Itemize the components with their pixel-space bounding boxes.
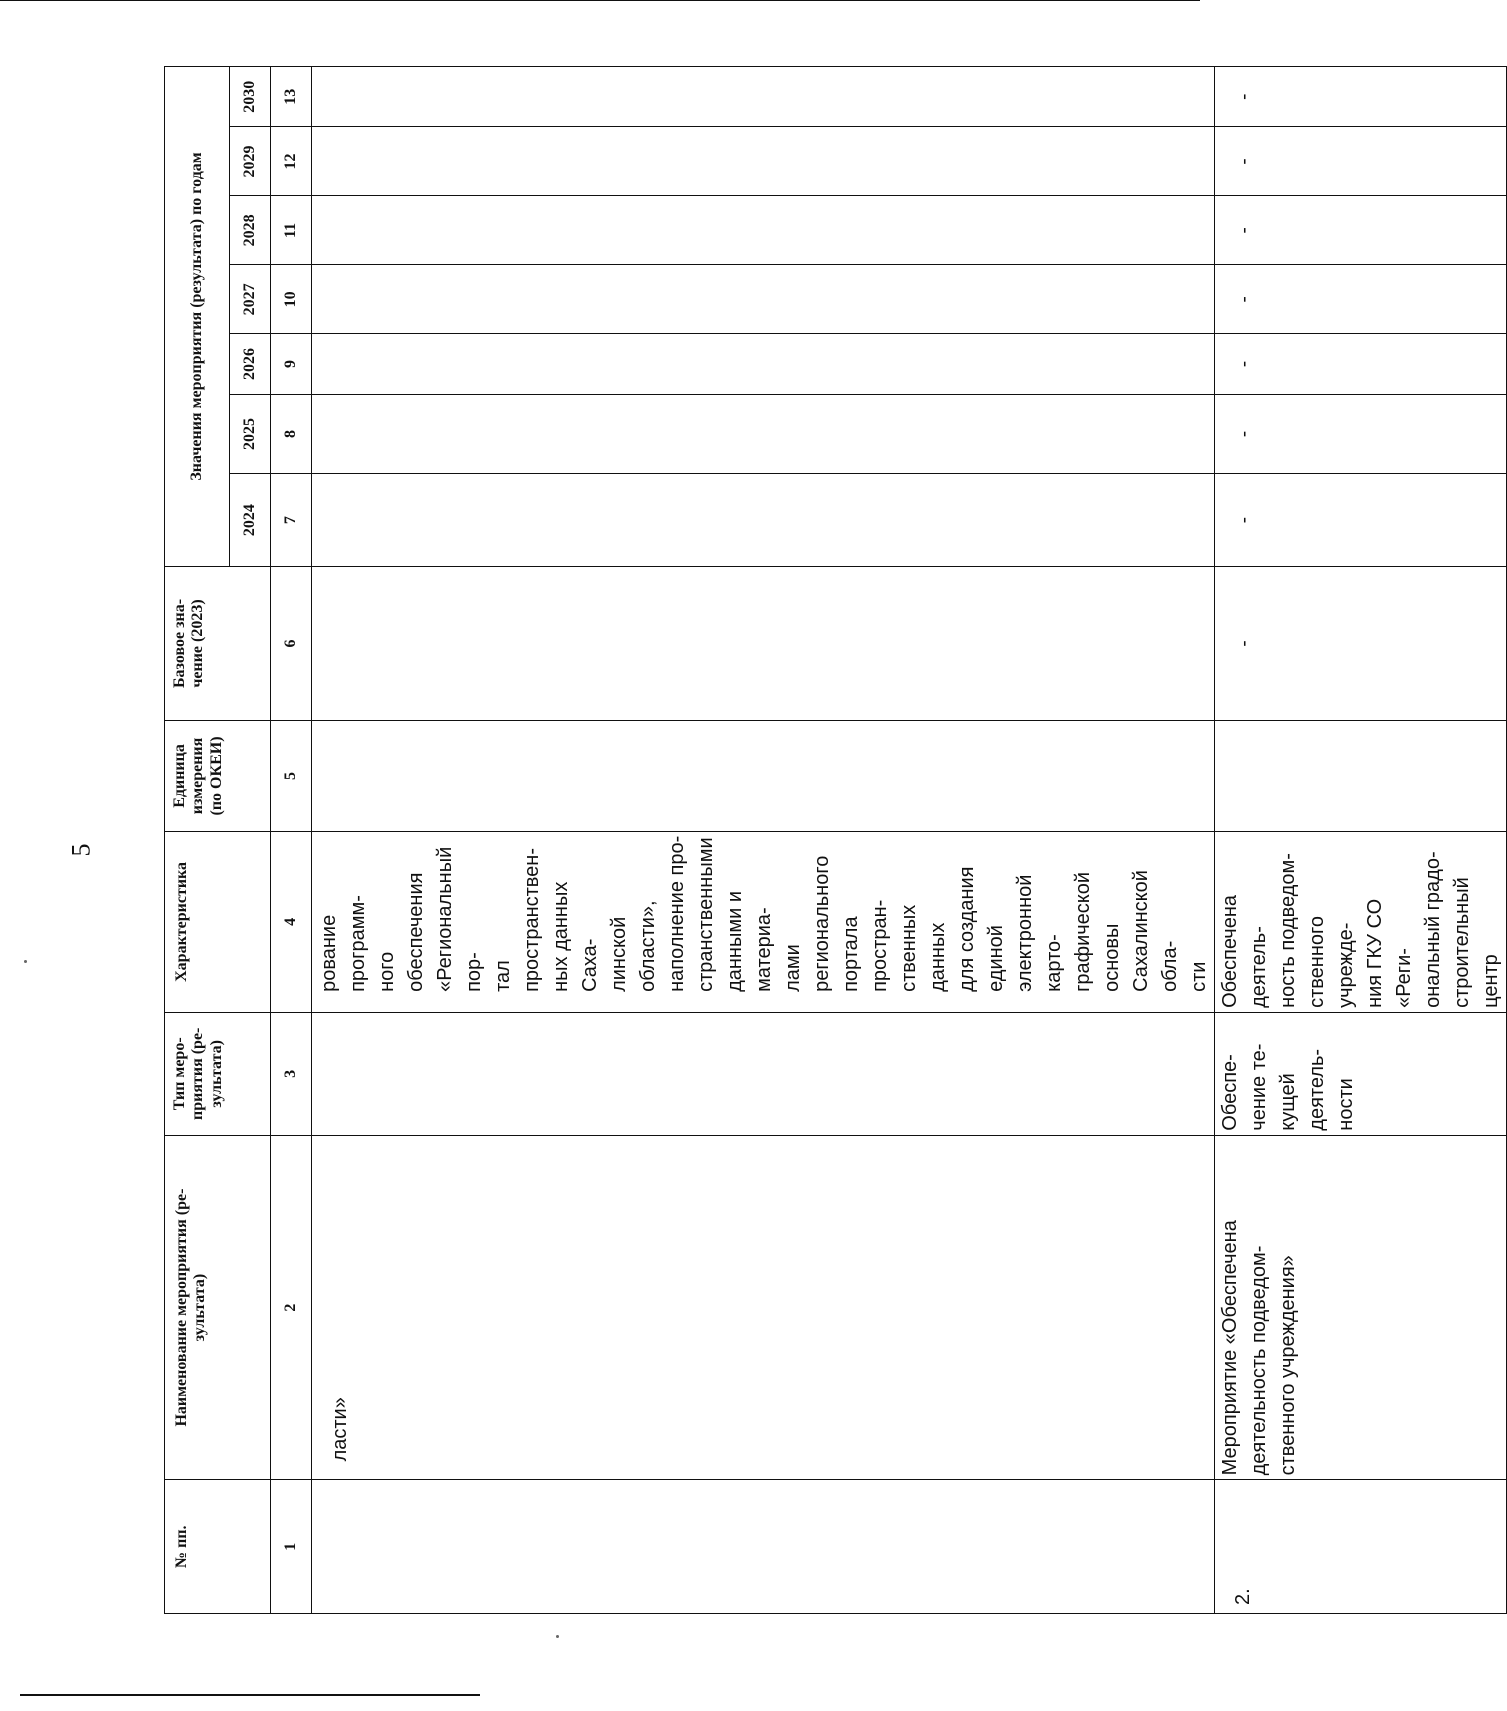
header-characteristic: Характеристика	[165, 831, 271, 1012]
row-base-value	[312, 566, 1215, 720]
row-number: 2.	[1215, 1480, 1507, 1614]
column-number: 11	[271, 196, 312, 265]
row-type: Обеспе- чение те- кущей деятель- ности	[1215, 1012, 1507, 1135]
column-number-row	[271, 67, 312, 1614]
rotated-table-container	[164, 66, 1502, 1614]
year-header: 2028	[230, 196, 271, 265]
year-header: 2026	[230, 334, 271, 394]
row-value: -	[1215, 196, 1507, 265]
row-name: ласти»	[312, 1135, 1215, 1480]
top-edge-line	[0, 0, 1200, 1]
row-value	[312, 474, 1215, 567]
header-values-by-year: Значения мероприятия (результата) по годам	[165, 67, 230, 567]
scan-speck	[556, 1635, 559, 1638]
row-value	[312, 334, 1215, 394]
row-value: -	[1215, 334, 1507, 394]
measures-table	[164, 66, 1507, 1614]
row-characteristic: Обеспечена деятель- ность подведом- ственного учрежде- ния ГКУ СО «Реги- ональный градо- строительный центр	[1215, 831, 1507, 1012]
row-value	[312, 265, 1215, 334]
year-header: 2024	[230, 474, 271, 567]
column-number: 4	[271, 831, 312, 1012]
row-value: -	[1215, 127, 1507, 196]
page-number: 5	[66, 843, 96, 857]
row-value	[312, 127, 1215, 196]
row-value: -	[1215, 474, 1507, 567]
header-base-value: Базовое зна- чение (2023)	[165, 566, 271, 720]
row-value: -	[1215, 67, 1507, 127]
year-header: 2030	[230, 67, 271, 127]
row-name: Мероприятие «Обеспечена деятельность подведом- ственного учреждения»	[1215, 1135, 1507, 1480]
row-number	[312, 1480, 1215, 1614]
header-type: Тип меро- приятия (ре- зультата)	[165, 1012, 271, 1135]
column-number: 9	[271, 334, 312, 394]
column-number: 13	[271, 67, 312, 127]
table-row	[312, 67, 1215, 1614]
header-name: Наименование мероприятия (ре- зультата)	[165, 1135, 271, 1480]
column-number: 2	[271, 1135, 312, 1480]
row-unit	[1215, 720, 1507, 831]
row-value: -	[1215, 265, 1507, 334]
scan-speck	[24, 960, 27, 963]
column-number: 10	[271, 265, 312, 334]
year-header: 2027	[230, 265, 271, 334]
column-number: 1	[271, 1480, 312, 1614]
table-row	[1215, 67, 1507, 1614]
header-unit: Единица измерения (по ОКЕИ)	[165, 720, 271, 831]
row-value	[312, 394, 1215, 474]
bottom-edge-line	[20, 1694, 480, 1696]
row-value: -	[1215, 394, 1507, 474]
column-number: 3	[271, 1012, 312, 1135]
year-header: 2029	[230, 127, 271, 196]
row-type	[312, 1012, 1215, 1135]
header-number: № пп.	[165, 1480, 271, 1614]
column-number: 6	[271, 566, 312, 720]
column-number: 5	[271, 720, 312, 831]
row-characteristic: рование программ- ного обеспечения «Региональный пор- тал пространствен- ных данных Саха- линской области», наполнение про- странственными данными и материа- лами регионального портала простран- ственных данных для создания единой электронной карто- графической основы Сахалинской обла- сти	[312, 831, 1215, 1012]
row-value	[312, 196, 1215, 265]
column-number: 12	[271, 127, 312, 196]
column-number: 7	[271, 474, 312, 567]
row-unit	[312, 720, 1215, 831]
header-row	[165, 67, 230, 1614]
row-value	[312, 67, 1215, 127]
year-header: 2025	[230, 394, 271, 474]
row-base-value: -	[1215, 566, 1507, 720]
column-number: 8	[271, 394, 312, 474]
